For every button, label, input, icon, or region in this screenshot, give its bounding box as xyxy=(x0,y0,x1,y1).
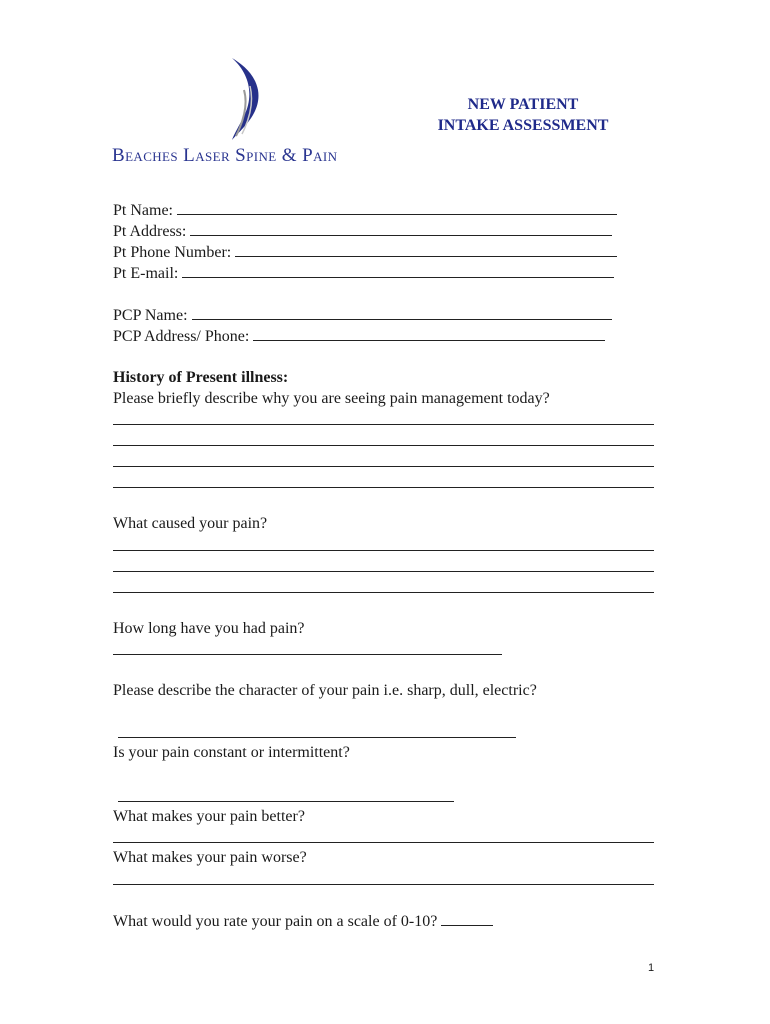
answer-character-line[interactable] xyxy=(118,737,516,738)
question-cause: What caused your pain? xyxy=(113,515,268,532)
answer-duration-line[interactable] xyxy=(113,654,502,655)
question-reason: Please briefly describe why you are seeing pain management today? xyxy=(113,390,550,407)
answer-cause-line-3[interactable] xyxy=(113,592,654,593)
pcp-address-row xyxy=(113,326,605,347)
pt-name-row xyxy=(113,200,617,221)
pt-phone-row xyxy=(113,242,617,263)
answer-cause-line-1[interactable] xyxy=(113,550,654,551)
pt-phone-field[interactable] xyxy=(235,242,617,257)
pt-address-row xyxy=(113,221,612,242)
answer-reason-line-1[interactable] xyxy=(113,424,654,425)
pt-phone-label: Pt Phone Number: xyxy=(113,244,232,261)
pt-name-field[interactable] xyxy=(177,200,617,215)
page-number: 1 xyxy=(648,962,655,974)
answer-worse-line[interactable] xyxy=(113,884,654,885)
pcp-name-row xyxy=(113,305,612,326)
pcp-name-label: PCP Name: xyxy=(113,307,188,324)
pt-email-label: Pt E-mail: xyxy=(113,265,179,282)
answer-better-line[interactable] xyxy=(113,842,654,843)
question-rate: What would you rate your pain on a scale of 0-10? xyxy=(113,913,438,930)
pt-email-field[interactable] xyxy=(182,263,614,278)
answer-cause-line-2[interactable] xyxy=(113,571,654,572)
history-heading: History of Present illness: xyxy=(113,369,289,386)
answer-reason-line-2[interactable] xyxy=(113,445,654,446)
answer-reason-line-3[interactable] xyxy=(113,466,654,467)
answer-constant-line[interactable] xyxy=(118,801,454,802)
question-character: Please describe the character of your pain i.e. sharp, dull, electric? xyxy=(113,682,537,699)
question-duration: How long have you had pain? xyxy=(113,620,305,637)
brand-name: Beaches Laser Spine & Pain xyxy=(112,145,338,166)
question-rate-row xyxy=(113,911,493,932)
question-better: What makes your pain better? xyxy=(113,808,305,825)
spine-logo-icon xyxy=(220,56,270,142)
pcp-name-field[interactable] xyxy=(192,305,612,320)
pcp-address-field[interactable] xyxy=(253,326,605,341)
question-worse: What makes your pain worse? xyxy=(113,849,307,866)
logo xyxy=(220,56,270,142)
pt-email-row xyxy=(113,263,614,284)
answer-rate-field[interactable] xyxy=(441,911,493,926)
question-constant: Is your pain constant or intermittent? xyxy=(113,744,350,761)
page-title-line2: INTAKE ASSESSMENT xyxy=(437,117,609,134)
page-title-line1: NEW PATIENT xyxy=(467,96,579,113)
answer-reason-line-4[interactable] xyxy=(113,487,654,488)
pt-address-field[interactable] xyxy=(190,221,612,236)
pt-address-label: Pt Address: xyxy=(113,223,187,240)
pcp-address-label: PCP Address/ Phone: xyxy=(113,328,250,345)
pt-name-label: Pt Name: xyxy=(113,202,173,219)
